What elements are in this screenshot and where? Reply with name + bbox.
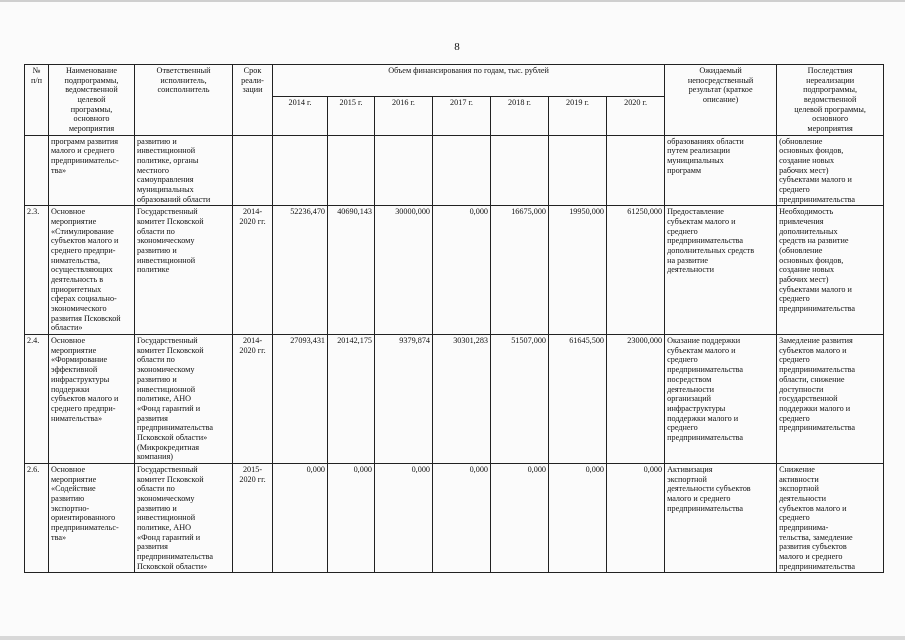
row-value: 30000,000 — [375, 206, 433, 335]
row-consequences: Необходимость привлечения дополнительных средств на развитие (обновление основных фондов, создание новых рабочих мест) субъектами малого и среднего предпринимательства — [777, 206, 884, 335]
row-value: 0,000 — [375, 463, 433, 572]
row-name: Основное мероприятие «Стимулирование субъектов малого и среднего предпри- нимательства, осуществляющих деятельность в приоритетных сферах социально- экономического развития Псковской области» — [49, 206, 135, 335]
row-value: 0,000 — [607, 463, 665, 572]
row-value: 61645,500 — [549, 335, 607, 464]
header-row-top — [25, 65, 884, 97]
row-term: 2014- 2020 гг. — [233, 335, 273, 464]
row-value: 16675,000 — [491, 206, 549, 335]
header-consequences: Последствия нереализации подпрограммы, ведомственной целевой программы, основного мероприятия — [777, 65, 884, 136]
row-value: 52236,470 — [273, 206, 328, 335]
row-term — [233, 135, 273, 206]
table-row — [25, 206, 884, 335]
scan-edge-top — [0, 0, 905, 2]
row-value: 0,000 — [328, 463, 375, 572]
row-num: 2.4. — [25, 335, 49, 464]
scan-edge-bottom — [0, 636, 905, 640]
table-row — [25, 335, 884, 464]
row-term: 2014- 2020 гг. — [233, 206, 273, 335]
header-year: 2017 г. — [433, 96, 491, 135]
row-num: 2.3. — [25, 206, 49, 335]
header-year: 2019 г. — [549, 96, 607, 135]
row-value — [607, 135, 665, 206]
header-year: 2018 г. — [491, 96, 549, 135]
row-value: 40690,143 — [328, 206, 375, 335]
row-value: 0,000 — [433, 206, 491, 335]
row-name: Основное мероприятие «Формирование эффективной инфраструктуры поддержки субъектов малого и среднего предпри- нимательства» — [49, 335, 135, 464]
row-executor: Государственный комитет Псковской области по экономическому развитию и инвестиционной политике, АНО «Фонд гарантий и развития предпринимательства Псковской области» — [135, 463, 233, 572]
row-value — [375, 135, 433, 206]
header-num: № п/п — [25, 65, 49, 136]
row-executor: Государственный комитет Псковской области по экономическому развитию и инвестиционной политике — [135, 206, 233, 335]
row-value: 0,000 — [433, 463, 491, 572]
row-result: Предоставление субъектам малого и среднего предпринимательства дополнительных средств на развитие деятельности — [665, 206, 777, 335]
row-result: Оказание поддержки субъектам малого и среднего предпринимательства посредством деятельности организаций инфраструктуры поддержки малого и среднего предпринимательства — [665, 335, 777, 464]
row-consequences: (обновление основных фондов, создание новых рабочих мест) субъектами малого и среднего предпринимательства — [777, 135, 884, 206]
row-value — [328, 135, 375, 206]
row-result: Активизация экспортной деятельности субъектов малого и среднего предпринимательства — [665, 463, 777, 572]
row-value: 30301,283 — [433, 335, 491, 464]
header-year: 2020 г. — [607, 96, 665, 135]
row-value: 0,000 — [549, 463, 607, 572]
page-number: 8 — [454, 41, 460, 53]
header-year: 2014 г. — [273, 96, 328, 135]
row-value: 61250,000 — [607, 206, 665, 335]
row-consequences: Замедление развития субъектов малого и среднего предпринимательства области, снижение доступности государственной поддержки малого и среднего предпринимательства — [777, 335, 884, 464]
row-num — [25, 135, 49, 206]
header-name: Наименование подпрограммы, ведомственной целевой программы, основного мероприятия — [49, 65, 135, 136]
row-name: Основное мероприятие «Содействие развитию экспортно- ориентированного предпринимательс- тва» — [49, 463, 135, 572]
header-funding: Объем финансирования по годам, тыс. рублей — [273, 65, 665, 97]
table-row — [25, 463, 884, 572]
row-num: 2.6. — [25, 463, 49, 572]
row-consequences: Снижение активности экспортной деятельности субъектов малого и среднего предпринима- тельства, замедление развития субъектов малого и среднего предпринимательства — [777, 463, 884, 572]
row-value: 51507,000 — [491, 335, 549, 464]
row-value — [273, 135, 328, 206]
row-result: образованиях области путем реализации муниципальных программ — [665, 135, 777, 206]
row-value: 19950,000 — [549, 206, 607, 335]
row-value: 27093,431 — [273, 335, 328, 464]
row-value — [491, 135, 549, 206]
row-value: 0,000 — [273, 463, 328, 572]
row-value: 0,000 — [491, 463, 549, 572]
row-executor: развитию и инвестиционной политике, органы местного самоуправления муниципальных образований области — [135, 135, 233, 206]
row-value: 9379,874 — [375, 335, 433, 464]
row-executor: Государственный комитет Псковской области по экономическому развитию и инвестиционной политике, АНО «Фонд гарантий и развития предпринимательства Псковской области» (Микрокредитная компания) — [135, 335, 233, 464]
header-term: Срок реали- зации — [233, 65, 273, 136]
header-year: 2016 г. — [375, 96, 433, 135]
row-term: 2015- 2020 гг. — [233, 463, 273, 572]
row-value: 20142,175 — [328, 335, 375, 464]
row-value: 23000,000 — [607, 335, 665, 464]
funding-table — [24, 64, 884, 573]
header-executor: Ответственный исполнитель, соисполнитель — [135, 65, 233, 136]
table-row — [25, 135, 884, 206]
header-result: Ожидаемый непосредственный результат (краткое описание) — [665, 65, 777, 136]
row-value — [433, 135, 491, 206]
header-year: 2015 г. — [328, 96, 375, 135]
row-value — [549, 135, 607, 206]
row-name: программ развития малого и среднего предпринимательс- тва» — [49, 135, 135, 206]
